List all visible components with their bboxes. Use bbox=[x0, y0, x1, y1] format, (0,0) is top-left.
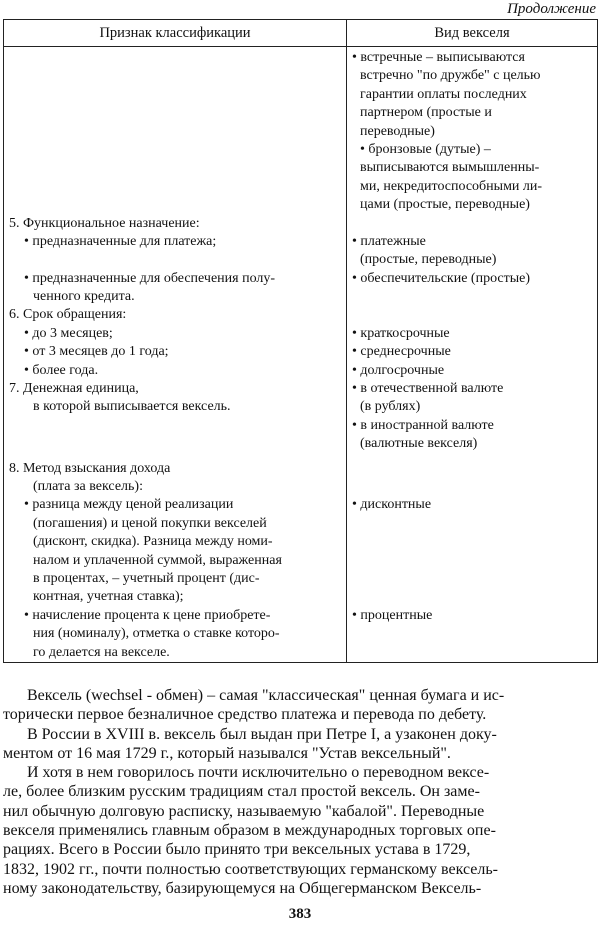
text-line: • разница между ценой реализации bbox=[24, 497, 234, 513]
text-line: • процентные bbox=[352, 607, 433, 623]
text-line: ми, некредитоспособными ли- bbox=[360, 178, 543, 194]
text-line: • краткосрочные bbox=[352, 325, 450, 341]
text-line: • начисление процента к цене приобрете- bbox=[24, 607, 271, 623]
text-line: нил обычную долговую расписку, называемую "кабалой". Переводные bbox=[3, 802, 485, 820]
continued-label: Продолжение bbox=[507, 1, 596, 17]
text-line: ния (номиналу), отметка о ставке которо- bbox=[33, 626, 280, 642]
text-line: гарантии оплаты последних bbox=[360, 86, 527, 102]
text-line: В России в XVIII в. вексель был выдан при Петре I, а узаконен доку- bbox=[27, 725, 497, 743]
text-line: • более года. bbox=[24, 362, 99, 378]
section-title: 5. Функциональное назначение: bbox=[9, 215, 200, 231]
text-line: (простые, переводные) bbox=[360, 252, 497, 268]
paragraph bbox=[3, 763, 597, 898]
text-line: 1832, 1902 гг., почти полностью соответствующих германскому вексель- bbox=[3, 860, 498, 878]
paragraph bbox=[3, 686, 597, 725]
text-line: цами (простые, переводные) bbox=[360, 197, 530, 213]
text-line: торически первое безналичное средство платежа и перевода по дебету. bbox=[3, 706, 487, 724]
table-row bbox=[4, 460, 598, 663]
text-line: (погашения) и ценой покупки векселей bbox=[33, 515, 267, 531]
text-line: • среднесрочные bbox=[352, 344, 451, 360]
text-line: • встречные – выписываются bbox=[352, 50, 525, 65]
body-text bbox=[3, 686, 597, 898]
text-line: в которой выписывается вексель. bbox=[33, 399, 231, 415]
cell-criterion bbox=[4, 215, 347, 307]
text-line: • бронзовые (дутые) – bbox=[360, 141, 491, 157]
table-row bbox=[4, 306, 598, 380]
text-line: (валютные векселя) bbox=[360, 436, 478, 452]
text-line: (плата за вексель): bbox=[33, 478, 143, 494]
text-line: ному законодательству, базирующемуся на Общегерманском Вексель- bbox=[3, 879, 482, 897]
text-line: рациях. Всего в России было принято три вексельных устава в 1729, bbox=[3, 841, 471, 859]
text-line: (дисконт, скидка). Разница между номи- bbox=[33, 534, 273, 550]
text-line: И хотя в нем говорилось почти исключительно о переводном вексе- bbox=[27, 764, 490, 782]
text-line: контная, учетная ставка); bbox=[33, 589, 184, 605]
cell-criterion bbox=[4, 460, 347, 663]
text-line: • до 3 месяцев; bbox=[24, 325, 113, 341]
cell-criterion bbox=[4, 380, 347, 460]
header-criterion: Признак классификации bbox=[4, 20, 347, 47]
text-line: • предназначенные для обеспечения полу- bbox=[24, 270, 276, 286]
text-line: переводные) bbox=[360, 123, 435, 139]
text-line: • долгосрочные bbox=[352, 362, 445, 378]
text-line: (в рублях) bbox=[360, 399, 421, 415]
section-title: 7. Денежная единица, bbox=[9, 381, 139, 397]
text-line: Вексель (wechsel - обмен) – самая "классическая" ценная бумага и ис- bbox=[27, 687, 505, 704]
cell-criterion bbox=[4, 306, 347, 380]
text-line: • дисконтные bbox=[352, 497, 432, 513]
text-line: • платежные bbox=[352, 233, 426, 249]
cell-continuation bbox=[347, 47, 598, 215]
classification-table bbox=[3, 19, 598, 663]
text-line: партнером (простые и bbox=[360, 105, 492, 121]
table-row bbox=[4, 380, 598, 460]
text-line: го делается на векселе. bbox=[33, 644, 170, 660]
cell-bill-type bbox=[347, 215, 598, 307]
text-line: • предназначенные для платежа; bbox=[24, 233, 217, 249]
page-number: 383 bbox=[288, 906, 312, 922]
section-title: 6. Срок обращения: bbox=[9, 307, 127, 323]
table-header-row bbox=[4, 20, 598, 47]
table-row bbox=[4, 215, 598, 307]
text-line: • от 3 месяцев до 1 года; bbox=[24, 344, 169, 360]
paragraph bbox=[3, 725, 597, 764]
section-title: 8. Метод взыскания дохода bbox=[9, 460, 171, 476]
cell-bill-type bbox=[347, 306, 598, 380]
text-line: встречно "по дружбе" с целью bbox=[360, 68, 541, 84]
cell-bill-type bbox=[347, 460, 598, 663]
cell-bill-type bbox=[347, 380, 598, 460]
text-line: векселя применялись главным образом в международных торговых опе- bbox=[3, 822, 496, 840]
text-line: • в отечественной валюте bbox=[352, 381, 504, 397]
text-line: выписываются вымышленны- bbox=[360, 160, 540, 176]
text-line: в процентах, – учетный процент (дис- bbox=[33, 570, 260, 586]
text-line: ченного кредита. bbox=[33, 289, 135, 305]
text-line: ле, более близким русским традициям стал простой вексель. Он заме- bbox=[3, 783, 480, 801]
text-line: • в иностранной валюте bbox=[352, 417, 494, 433]
header-bill-type: Вид векселя bbox=[347, 20, 598, 47]
table-row bbox=[4, 47, 598, 215]
text-line: ментом от 16 мая 1729 г., который назывался "Устав вексельный". bbox=[3, 744, 451, 762]
cell-empty bbox=[4, 47, 347, 215]
text-line: налом и уплаченной суммой, выраженная bbox=[33, 552, 282, 568]
text-line: • обеспечительские (простые) bbox=[352, 270, 531, 286]
